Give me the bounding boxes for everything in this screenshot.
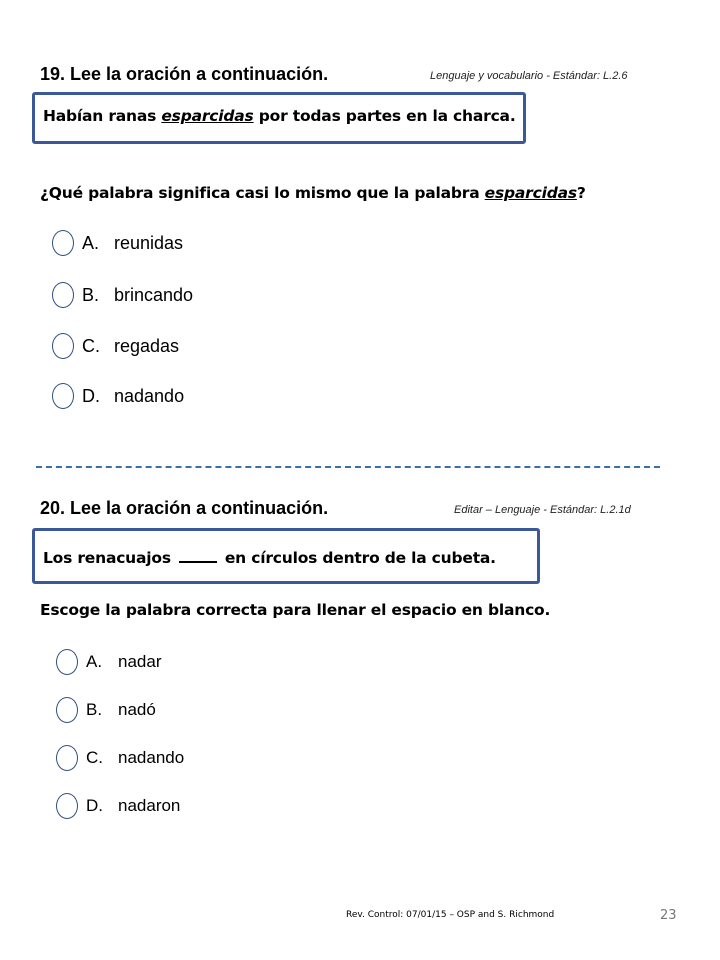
question-20-title: 20. Lee la oración a continuación. (40, 498, 329, 518)
question-19-option-a[interactable]: A. reunidas (52, 230, 183, 256)
question-19-option-d[interactable]: D. nadando (52, 383, 184, 409)
answer-bubble[interactable] (52, 383, 74, 409)
question-19-title: 19. Lee la oración a continuación. (40, 64, 329, 84)
question-19-option-b[interactable]: B. brincando (52, 282, 193, 308)
answer-bubble[interactable] (56, 649, 78, 675)
prompt-target-word: esparcidas (484, 184, 577, 202)
answer-bubble[interactable] (52, 230, 74, 256)
question-20-sentence-box (32, 528, 540, 584)
question-20-option-b[interactable]: B. nadó (56, 697, 156, 723)
answer-bubble[interactable] (56, 745, 78, 771)
fill-in-blank (179, 547, 217, 563)
question-19-sentence: Habían ranas esparcidas por todas partes en la charca. (43, 107, 516, 125)
question-19-prompt: ¿Qué palabra significa casi lo mismo que la palabra esparcidas? (40, 184, 586, 202)
question-20-option-d[interactable]: D. nadaron (56, 793, 180, 819)
question-19-option-c[interactable]: C. regadas (52, 333, 179, 359)
question-19-sentence-box (32, 92, 526, 144)
answer-bubble[interactable] (56, 793, 78, 819)
question-20-sentence: Los renacuajos en círculos dentro de la cubeta. (43, 549, 496, 567)
answer-bubble[interactable] (56, 697, 78, 723)
question-20-standard: Editar – Lenguaje - Estándar: L.2.1d (454, 504, 631, 516)
question-20-prompt: Escoge la palabra correcta para llenar el espacio en blanco. (40, 601, 551, 619)
question-20-option-a[interactable]: A. nadar (56, 649, 161, 675)
question-19-standard: Lenguaje y vocabulario - Estándar: L.2.6 (430, 70, 628, 82)
question-20-option-c[interactable]: C. nadando (56, 745, 184, 771)
answer-bubble[interactable] (52, 282, 74, 308)
target-word: esparcidas (161, 107, 254, 125)
answer-bubble[interactable] (52, 333, 74, 359)
section-divider (36, 466, 660, 468)
page-number: 23 (660, 908, 677, 923)
rev-control-footer: Rev. Control: 07/01/15 – OSP and S. Richmond (346, 910, 555, 920)
